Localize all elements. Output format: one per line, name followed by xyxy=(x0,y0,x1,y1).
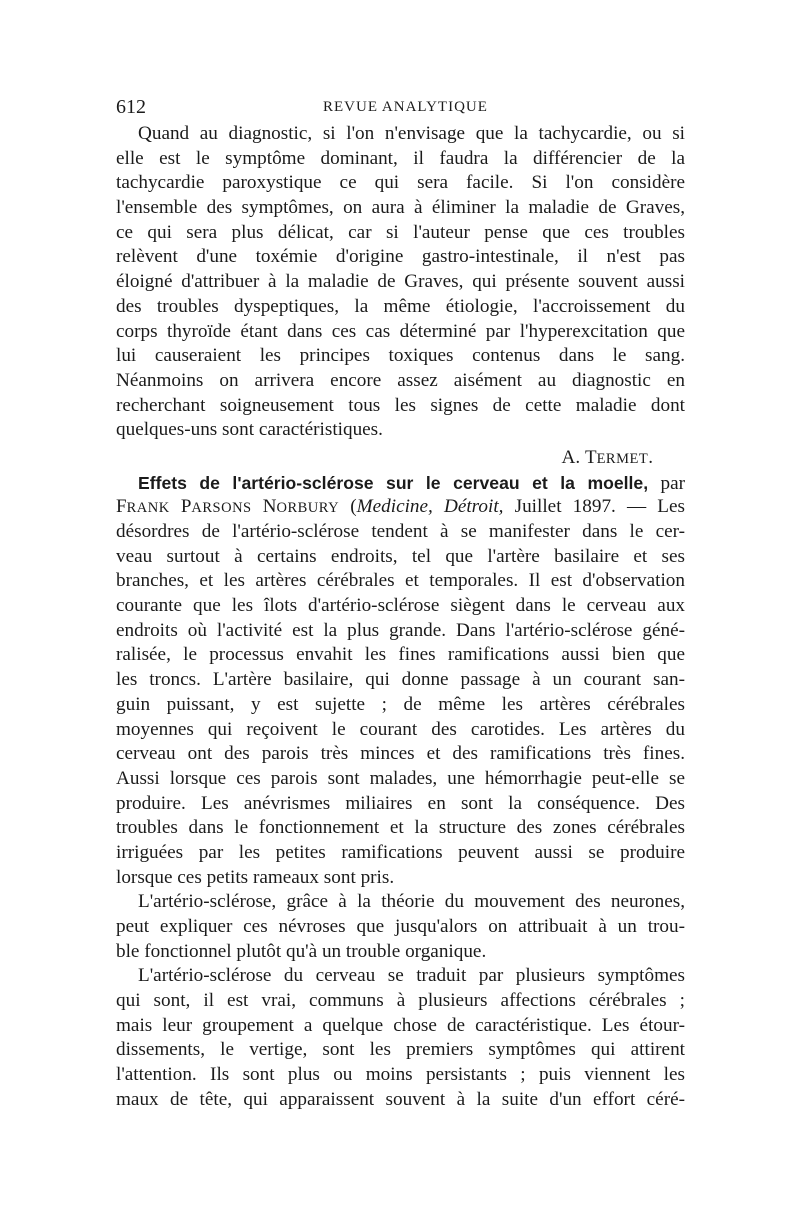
paragraph-diagnostic xyxy=(116,122,685,443)
text-line: tachycardie paroxystique ce qui sera facile. Si l'on considère xyxy=(116,172,685,194)
page-number: 612 xyxy=(116,96,146,118)
article-byline: FRANK PARSONS NORBURY (Medicine, Détroit, Juillet 1897. — Les xyxy=(116,496,685,518)
text-line: Aussi lorsque ces parois sont malades, une hémorrhagie peut-elle se xyxy=(116,767,685,789)
citation-date: Juillet 1897. — Les xyxy=(503,496,685,518)
text-line: corps thyroïde étant dans ces cas déterminé par l'hyperexcitation que xyxy=(116,320,685,342)
running-head xyxy=(116,96,685,122)
citation-source: Medicine, Détroit, xyxy=(356,496,504,518)
text-line: ble fonctionnel plutôt qu'à un trouble organique. xyxy=(116,940,487,962)
text-line: produire. Les anévrismes miliaires en sont la conséquence. Des xyxy=(116,792,685,814)
text-line: maux de tête, qui apparaissent souvent à la suite d'un effort céré- xyxy=(116,1088,685,1110)
paragraph-nevroses xyxy=(116,890,685,964)
article-arteriosclerose xyxy=(116,471,685,891)
text-line: Quand au diagnostic, si l'on n'envisage que la tachycardie, ou si xyxy=(138,123,685,144)
text-line: veau surtout à certains endroits, tel que l'artère basilaire et ses xyxy=(116,545,685,567)
text-line: dissements, le vertige, sont les premiers symptômes qui attirent xyxy=(116,1039,685,1061)
text-line: l'ensemble des symptômes, on aura à éliminer la maladie de Graves, xyxy=(116,197,685,219)
text-line: les troncs. L'artère basilaire, qui donne passage à un courant san- xyxy=(116,669,685,691)
text-line: l'attention. Ils sont plus ou moins persistants ; puis viennent les xyxy=(116,1064,685,1086)
article-title: Effets de l'artério-sclérose sur le cerveau et la moelle, xyxy=(138,472,649,493)
text-line: relèvent d'une toxémie d'origine gastro-intestinale, il n'est pas xyxy=(116,246,685,268)
signature-block xyxy=(116,446,685,471)
journal-title: REVUE ANALYTIQUE xyxy=(323,99,488,115)
text-line: guin puissant, y est sujette ; de même les artères cérébrales xyxy=(116,693,685,715)
text-line: lorsque ces petits rameaux sont pris. xyxy=(116,866,395,888)
text-line: L'artério-sclérose, grâce à la théorie du mouvement des neurones, xyxy=(138,891,685,913)
text-line: ralisée, le processus envahit les fines ramifications aussi bien que xyxy=(116,644,685,666)
article-heading-line: Effets de l'artério-sclérose sur le cerveau et la moelle, par xyxy=(138,472,686,494)
text-line: recherchant soigneusement tous les signes de cette maladie dont xyxy=(116,394,685,416)
text-line: L'artério-sclérose du cerveau se traduit par plusieurs symptômes xyxy=(138,965,685,987)
text-line: courante que les îlots d'artério-sclérose siègent dans le cerveau aux xyxy=(116,595,685,617)
text-line: quelques-uns sont caractéristiques. xyxy=(116,419,383,441)
paragraph-symptomes xyxy=(116,964,685,1112)
text-line: cerveau ont des parois très minces et des ramifications très fines. xyxy=(116,743,685,765)
text-line: elle est le symptôme dominant, il faudra la différencier de la xyxy=(116,147,685,169)
text-line: peut expliquer ces névroses que jusqu'alors on attribuait à un trou- xyxy=(116,916,685,937)
text-line: mais leur groupement a quelque chose de caractéristique. Les étour- xyxy=(116,1014,685,1036)
text-line: lui causeraient les principes toxiques contenus dans le sang. xyxy=(116,345,685,367)
page xyxy=(116,96,685,1113)
author-name: F xyxy=(116,496,127,518)
text-line: troubles dans le fonctionnement et la structure des zones cérébrales xyxy=(116,817,685,839)
text-line: irriguées par les petites ramifications peuvent aussi se produire xyxy=(116,841,685,863)
text-line: branches, et les artères cérébrales et temporales. Il est d'observation xyxy=(116,570,685,592)
author-signature: A. TERMET. xyxy=(561,446,653,468)
text-line: des troubles dyspeptiques, la même étiologie, l'accroissement du xyxy=(116,295,685,317)
text-line: désordres de l'artério-sclérose tendent à se manifester dans le cer- xyxy=(116,521,685,542)
text-line: éloigné d'attribuer à la maladie de Graves, qui présente souvent aussi xyxy=(116,271,685,293)
text-line: ce qui sera plus délicat, car si l'auteur pense que ces troubles xyxy=(116,221,685,243)
text-line: moyennes qui reçoivent le courant des carotides. Les artères du xyxy=(116,718,685,740)
text-line: endroits où l'activité est la plus grande. Dans l'artério-sclérose géné- xyxy=(116,619,685,641)
text-line: Néanmoins on arrivera encore assez aisément au diagnostic en xyxy=(116,369,685,391)
text-line: qui sont, il est vrai, communs à plusieurs affections cérébrales ; xyxy=(116,990,685,1012)
